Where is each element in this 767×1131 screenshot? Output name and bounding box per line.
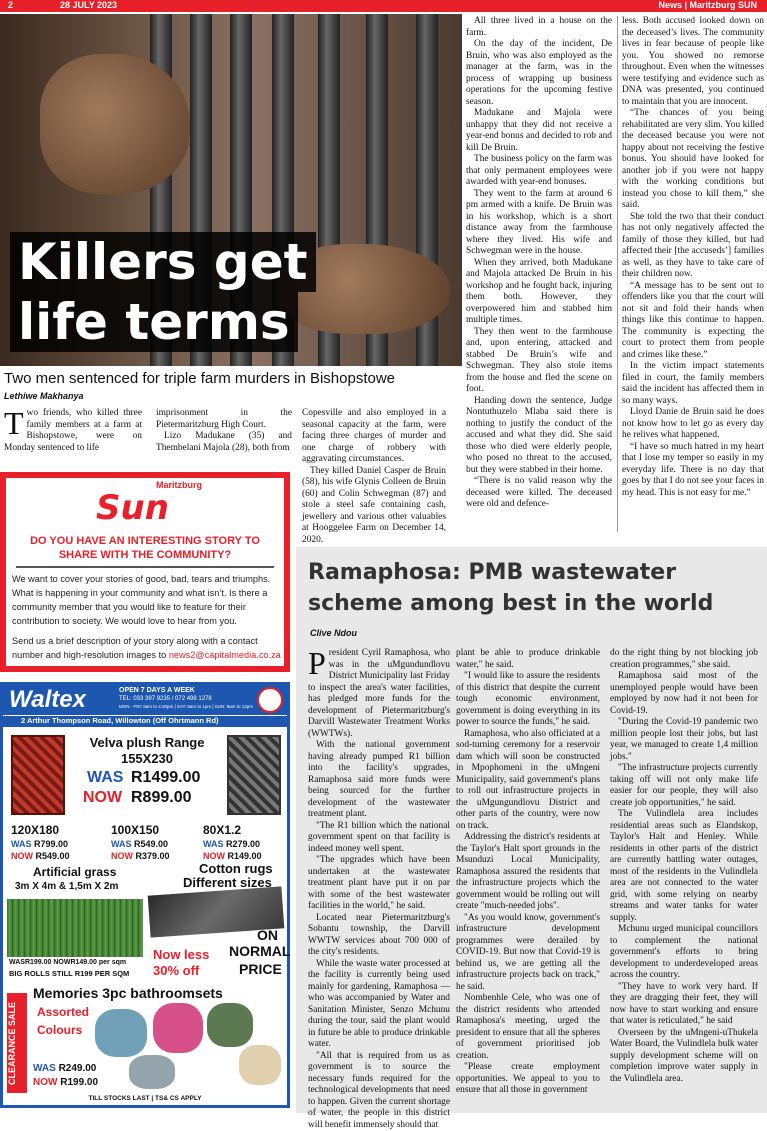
lead-column-5: less. Both accused looked down on the deceased’s lives. The community lives in fear because of people like you. You showed no remorse throughout. Even when the witnesses were testifying and evidence such as DNA was presented, you continued to maintain that you are innocent. “The chances of you being rehabilitated are very slim. You killed the deceased because you were not happy about not receiving the festive bonus. You should have looked for another job if you were not happy with the working conditions but instead you chose to kill them,” she said. She told the two that their conduct has not only negatively affected the family of those they killed, but had affected their [the accuseds’] families as well, as they have to take care of their children now. “A message has to be sent out to offenders like you that the court will not sit and fold their hands when things like this continue to happen. The community is expecting the court to protect them from people and crimes like these.” In the victim impact statements filed in court, the family members said the incident has affected them in so many ways. Lloyd Danie de Bruin said he does not know how to let go as every day he relives what happened. “I have so much hatred in my heart that I lose my temper so easily in my everyday life. There is no day that goes by that I do not see your faces in my head. This is not easy for me.” (622, 16, 764, 498)
velva-title: Velva plush Range (89, 735, 205, 750)
bath-mat-blue (95, 1009, 147, 1057)
bath-assorted: Assorted (37, 1005, 90, 1019)
ramaphosa-column-2: plant be able to produce drinkable water," he said. "I would like to assure the residents of this district that despite the current tough economic environment, government is doing everything in its power to source the funds," he said. Ramaphosa, who also officiated at a sod-turning ceremony for a reservoir dam which will soon be constructed in Mpophomeni in the uMngeni Municipality, said government's plans to roll out infrastructure projects in the uMgungundlovu District and other parts of the country, were now on track. Addressing the district's residents at the Taylor's Halt sport grounds in the Msunduzi Local Municipality, Ramaphosa assured the residents that the infrastructure projects which the government would be rolling out will create "much-needed jobs". "As you would know, government's infrastructure development programmes were derailed by COVID-19. But now that Covid-19 is behind us, we are getting all the infrastructure projects back on track," he said. Nombenhle Cele, who was one of the district residents who attended Ramaphosa's meeting, urged the president to ensure that all the spheres of government prioritised job creation. "Please create employment opportunities. We appeal to you to ensure that all those in government (456, 648, 600, 1095)
size-2: 100X150 (111, 823, 160, 837)
ramaphosa-headline: Ramaphosa: PMB wastewater scheme among best in the world (308, 560, 714, 616)
ramaphosa-dropcap: P (308, 645, 326, 681)
section-label: News | Maritzburg SUN (658, 0, 757, 10)
bath-mat-grey (129, 1055, 175, 1089)
ramaphosa-byline: Clive Ndou (310, 628, 358, 638)
ad-footer: TILL STOCKS LAST | TS& CS APPLY (88, 1095, 202, 1102)
promo-logo-small: Maritzburg (156, 480, 202, 490)
ramaphosa-column-1: President Cyril Ramaphosa, who was in the uMgundundlovu District Municipality last Friday to inspect the area's water facilities, has pledged more funds for the development of Pietermaritzburg's Darvill Wastewater Treatment Works (WWTWs). With the national government having already pumped R1 billion into the facility's upgrades, Ramaphosa said more funds were being sourced for the further development of the wastewater treatment plant. "The R1 billion which the national government spent on that facility is indeed money well spent. "The upgrades which have been undertaken at the wastewater treatment plant have put it on par with some of the best wastewater facilities in the world," he said. Located near Pietermaritzburg's Sobantu township, the Darvill WWTW services about 700 000 of the city's residents. While the waste water processed at the facility is currently being used mainly for gardening, Ramaphosa — who was accompanied by Water and Sanitation Minister, Senzo Mchunu during the tour, said the plant would in future be able to produce drinkable water. "All that is required from us as government is to source the necessary funds required for the technological developments that need to happen. Given the current shortage of water, the people in this district will benefit immensely should that (308, 645, 450, 1130)
promo-body: We want to cover your stories of good, bad, tears and triumphs. What is happening in your community and what isn’t. Is there a community member that you would like to feature for their contribution to society. We would love to hear from you. Send us a brief description of your story along with a contact number and high-resolution images to news2@capitalmedia.co.za (12, 574, 281, 660)
bath-colours: Colours (37, 1023, 83, 1037)
lead-headline: Killers get life terms (10, 232, 450, 352)
grass-title: Artificial grass (33, 865, 117, 879)
ramaphosa-column-3: do the right thing by not blocking job creation programmes," she said. Ramaphosa said most of the unemployed people would have been employed by now had it not been for Covid-19. "During the Covid-19 pandemic two million people lost their jobs, but last year, we managed to create 1,4 million jobs." "The infrastructure projects currently taking off will not only make life easier for our people, they will also create job opportunities," he said. The Vulindlela area includes residential areas such as Elandskop, Taylor's Halt and Henley. While residents in other parts of the district are currently battling water outages, most of the residents in the Vulindlela area are not connected to the water grid, with some relying on nearby streams and water tanks for water supply. Mchunu urged municipal councillors to complement the national government's efforts to bring development to underdeveloped areas across the country. "They have to work very hard. If they are dragging their feet, they will now have to start working and ensure that water is reticulated," he said Overseen by the uMngeni-uThukela Water Board, the Vulindlela bulk water supply development scheme will on completion improve water supply in the Vulindlela area. (610, 648, 758, 1084)
waltex-advert: Waltex OPEN 7 DAYS A WEEK TEL: 033 397 9235 / 072 498 1278 MON - FRI: 8am to 4:30pm | SAT: 8am to 1pm | SUN: 9am to 12pm 2 Arthur Thompson Road, Willowton (Off Ohrtmann Rd) Velva plush Range 155X230 WAS R1499.00 NOW R899.00 120X180 WAS R799.00 NOW R549.00 100X150 WAS R549.00 NOW R379.00 80X1.2 WAS R279.00 NOW R149.00 Artificial grass 3m X 4m & 1,5m X 2m WASR199.00 NOWR149.00 per sqm BIG ROLLS STILL R199 PER SQM Cotton rugs Different sizes ON Now less NORMAL 30% off PRICE CLEARANCE SALE Memories 3pc bathroomsets Assorted Colours WAS R249.00 NOW R199.00 TILL STOCKS LAST | TS& CS APPLY (0, 682, 290, 1108)
velva-was-price: R1499.00 (131, 769, 201, 786)
offer-price: PRICE (239, 961, 282, 977)
waltex-logo: Waltex (9, 686, 86, 713)
lead-dropcap: T (4, 405, 24, 441)
ad-open-hours-title: OPEN 7 DAYS A WEEK (119, 687, 195, 694)
grass-sizes: 3m X 4m & 1,5m X 2m (15, 881, 119, 892)
promo-question: DO YOU HAVE AN INTERESTING STORY TO SHARE WITH THE COMMUNITY? (30, 535, 260, 561)
lead-byline: Lethiwe Makhanya (4, 391, 84, 401)
lead-column-4: All three lived in a house on the farm. On the day of the incident, De Bruin, who was also employed as the manager at the farm, was in the process of wrapping up business operations for the upcoming festive season. Madukane and Majola were unhappy that they did not receive a year-end bonus and decided to rob and kill De Bruin. The business policy on the farm was that only permanent employees were awarded with year-end bonuses. They went to the farm at around 6 pm armed with a knife. De Bruin was in his workshop, which is a short distance away from the farmhouse where they lived. His wife and Schwegman were in the house. When they arrived, both Madukane and Majola attacked De Bruin in his workshop and he fought back, injuring them both. However, they overpowered him and stabbed him multiple times. They then went to the farmhouse and, upon entering, attacked and stabbed De Bruin’s wife and Schwegman. They also stole items from the house and fled the scene on foot. Handing down the sentence, Judge Nontuthuzelo Mlaba said there is nothing to justify the conduct of the accused and what they did. She said those who died were elderly people, who posed no threat to the accused, but they were stabbed in their home. “There is no valid reason why the deceased were killed. The deceased were old and defence- (466, 16, 612, 509)
page-header (0, 0, 767, 12)
ad-hours: MON - FRI: 8am to 4:30pm | SAT: 8am to 1pm | SUN: 9am to 12pm (119, 704, 254, 709)
grass-image (7, 899, 143, 957)
grass-rolls: BIG ROLLS STILL R199 PER SQM (9, 969, 130, 978)
bath-mat-green (207, 1003, 253, 1047)
lead-subhead: Two men sentenced for triple farm murders in Bishopstowe (4, 370, 396, 387)
story-promo-box (0, 472, 290, 672)
bath-was-price: R249.00 (58, 1063, 97, 1074)
lead-column-1: Two friends, who killed three family members at a farm at Bishopstowe, were on Monday sentenced to life (4, 405, 142, 453)
velva-now-label: NOW (83, 789, 123, 806)
issue-date: 28 JULY 2023 (60, 0, 118, 10)
offer-normal: NORMAL (229, 943, 291, 959)
lead-column-3a: Copesville and also employed in a seasonal capacity at the farm, were facing three charges of murder and one charge of robbery with aggravating circumstances. They killed Daniel Casper de Bruin (58), his wife Glynis Colleen de Bruin (60) and Colin Schwegman (87) and stole a steel safe containing cash, jewellery and various other valuables at Hooggelee Farm on December 14, 2020. (302, 408, 446, 545)
cotton-title: Cotton rugs (199, 861, 273, 876)
ad-telephone: TEL: 033 397 9235 / 072 498 1278 (119, 696, 212, 702)
grass-price: WASR199.00 NOWR149.00 per sqm (9, 959, 127, 966)
promo-email-link[interactable]: news2@capitalmedia.co.za (168, 650, 281, 660)
bath-title: Memories 3pc bathroomsets (33, 985, 223, 1001)
size-1: 120X180 (11, 823, 60, 837)
bath-mat-pink (153, 1003, 203, 1053)
clearance-sale-banner: CLEARANCE SALE (7, 993, 27, 1093)
rug-grey-image (227, 735, 281, 815)
offer-now-less: Now less (153, 947, 210, 962)
page-number: 2 (8, 0, 14, 10)
offer-on: ON (257, 927, 278, 943)
velva-was-label: WAS (87, 769, 124, 786)
size-3: 80X1.2 (203, 823, 242, 837)
velva-now-price: R899.00 (131, 789, 192, 806)
bath-now-price: R199.00 (60, 1077, 99, 1088)
offer-30-off: 30% off (153, 963, 200, 978)
velva-size: 155X230 (120, 751, 174, 766)
promo-logo: Sun (96, 488, 169, 528)
cotton-subtitle: Different sizes (183, 875, 272, 890)
bath-mat-cream (239, 1045, 281, 1085)
lead-column-2: imprisonment in the Pietermaritzburg High Court. Lizo Madukane (35) and Thembelani Majola (28), both from (156, 408, 292, 453)
ad-badge-icon (257, 687, 283, 713)
rug-red-image (11, 735, 65, 815)
ad-address: 2 Arthur Thompson Road, Willowton (Off Ohrtmann Rd) (3, 715, 287, 727)
